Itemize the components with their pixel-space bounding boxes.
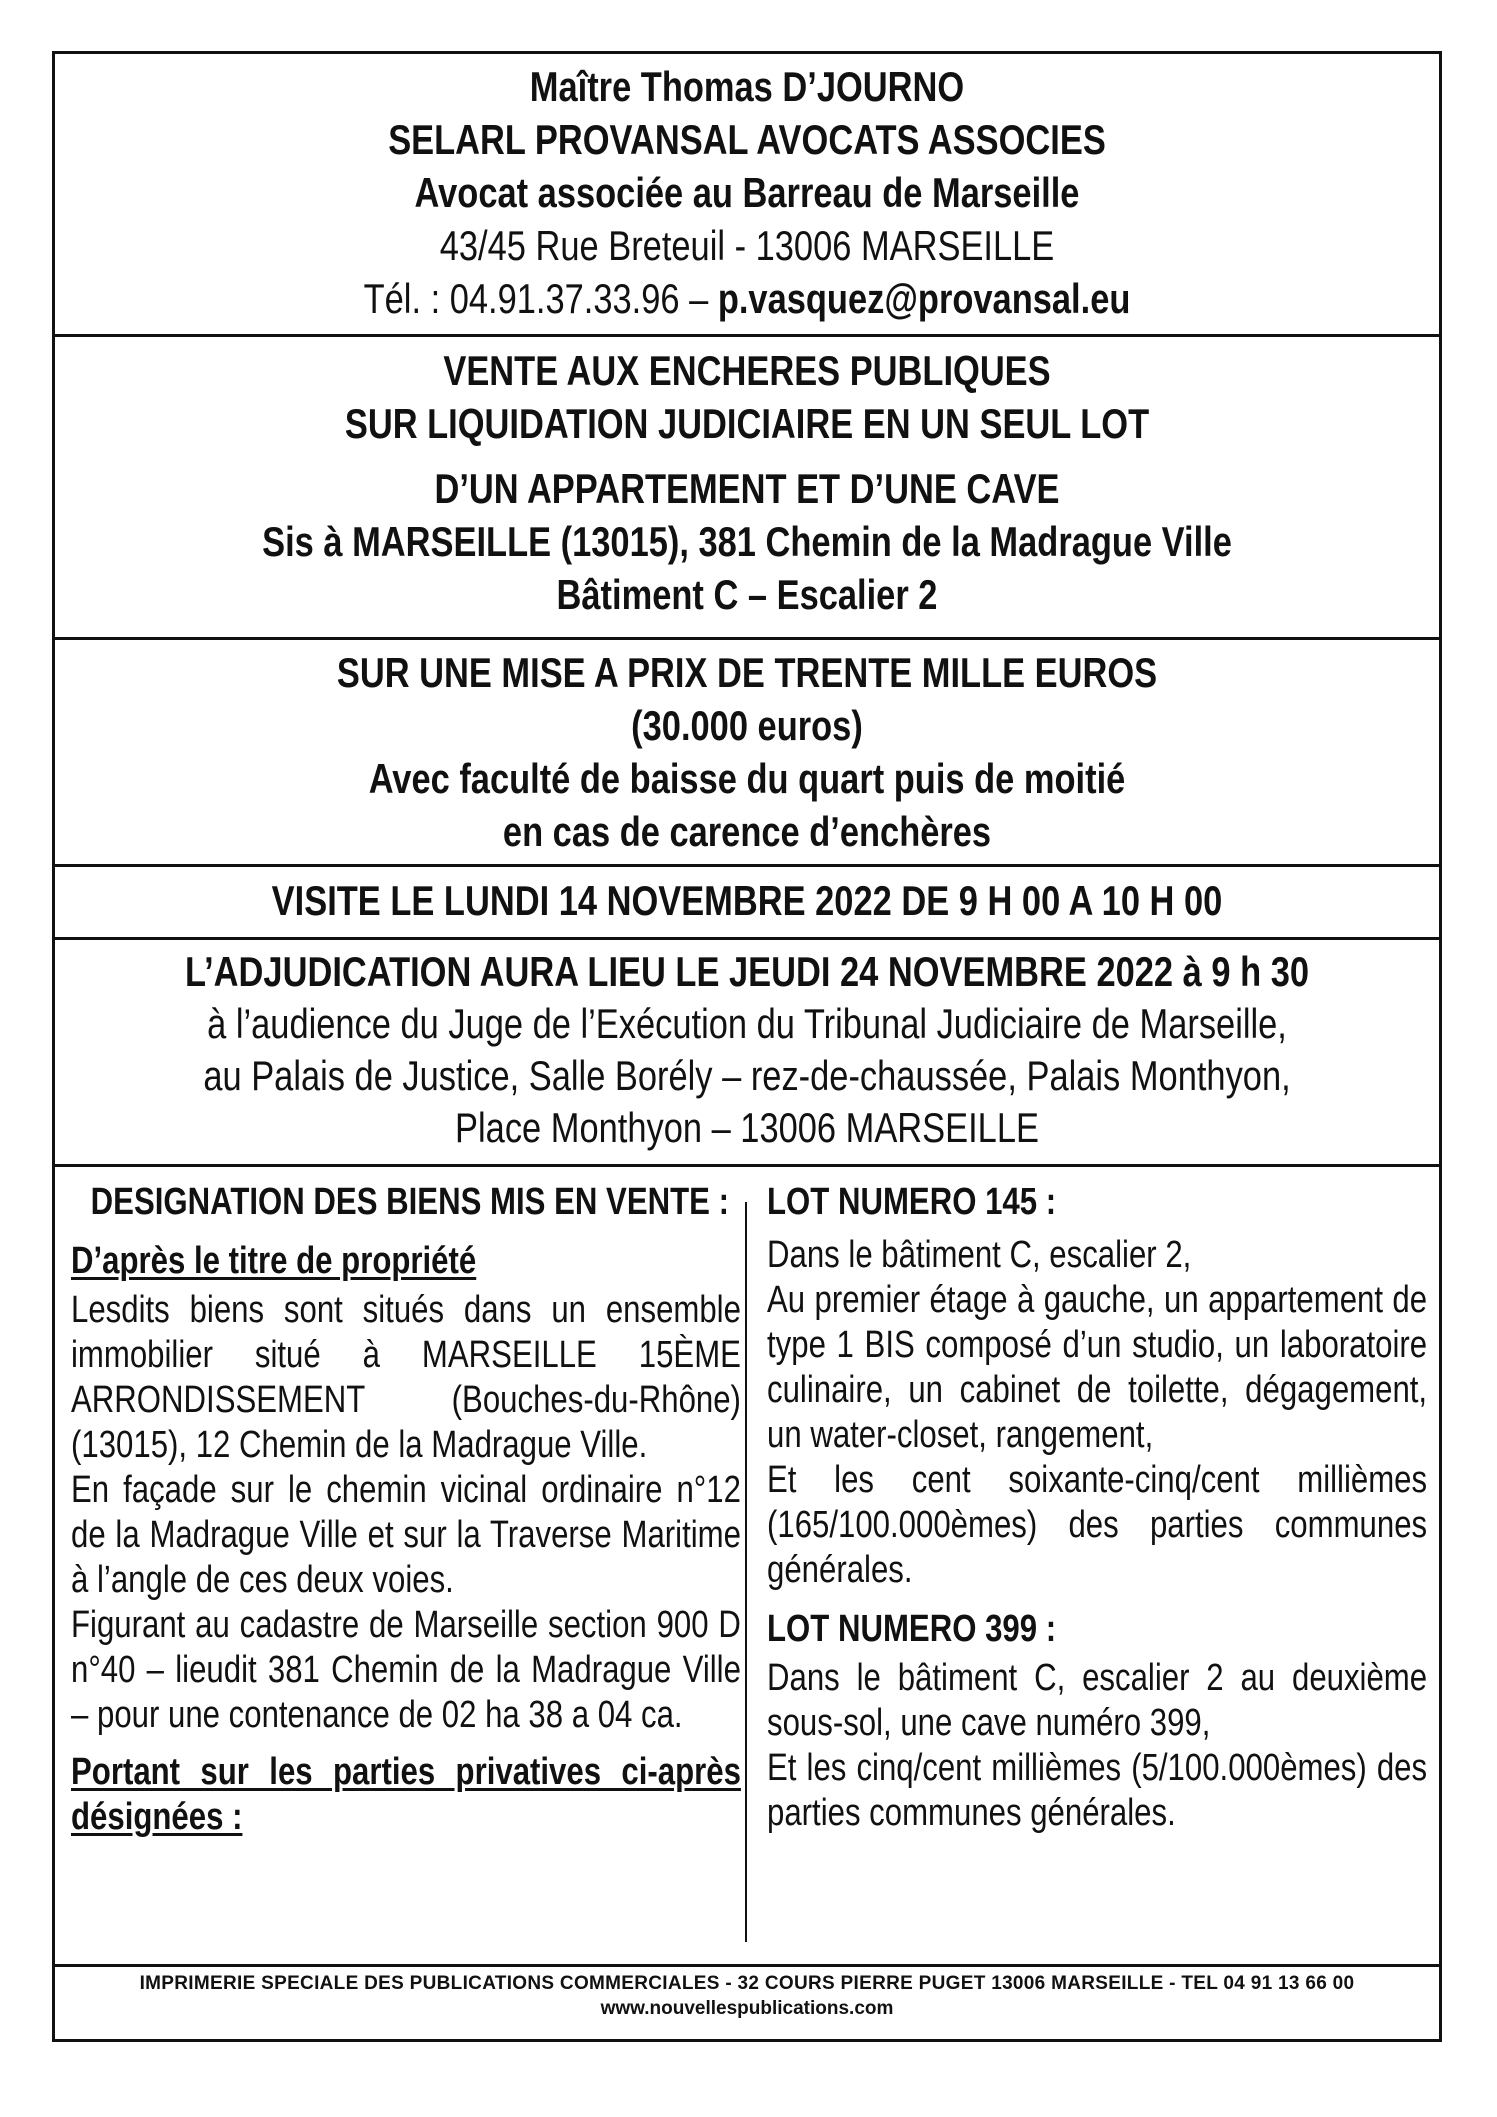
lot-399-heading: LOT NUMERO 399 : — [767, 1608, 1057, 1650]
contact-line — [180, 272, 1315, 325]
notice-frame — [52, 51, 1442, 2042]
paragraph: Figurant au cadastre de Marseille section 900 D n°40 – lieudit 381 Chemin de la Madrague Ville – pour une contenance de 02 ha 38 a 04 ca. — [71, 1604, 741, 1736]
divider — [55, 1164, 1439, 1167]
paragraph: Dans le bâtiment C, escalier 2 au deuxième sous-sol, une cave numéro 399, — [767, 1657, 1428, 1744]
designation-heading: DESIGNATION DES BIENS MIS EN VENTE : — [90, 1181, 729, 1223]
visit-line: VISITE LE LUNDI 14 NOVEMBRE 2022 DE 9 H 00 A 10 H 00 — [271, 877, 1223, 924]
building-staircase: Bâtiment C – Escalier 2 — [556, 571, 938, 618]
adjudication-line-3: au Palais de Justice, Salle Borély – rez-de-chaussée, Palais Monthyon, — [203, 1052, 1291, 1099]
phone: Tél. : 04.91.37.33.96 – — [363, 275, 718, 322]
firm-address: 43/45 Rue Breteuil - 13006 MARSEILLE — [439, 222, 1055, 269]
divider — [55, 937, 1439, 940]
divider — [55, 637, 1439, 640]
price-line-1: SUR UNE MISE A PRIX DE TRENTE MILLE EUROS — [336, 649, 1158, 696]
printer-info: IMPRIMERIE SPECIALE DES PUBLICATIONS COMMERCIALES - 32 COURS PIERRE PUGET 13006 MARSEILLE - TEL 04 91 13 66 00 — [139, 1973, 1355, 1994]
price-line-4: en cas de carence d’enchères — [502, 808, 992, 855]
divider — [55, 864, 1439, 867]
column-divider — [745, 1202, 747, 1942]
lawyer-header — [55, 60, 1439, 325]
property-address: Sis à MARSEILLE (13015), 381 Chemin de la Madrague Ville — [262, 518, 1232, 565]
divider — [55, 1964, 1439, 1967]
price-amount: (30.000 euros) — [631, 702, 863, 749]
adjudication-line-4: Place Monthyon – 13006 MARSEILLE — [455, 1104, 1039, 1151]
visit-info — [55, 874, 1439, 927]
sale-line-3: D’UN APPARTEMENT ET D’UNE CAVE — [434, 465, 1060, 512]
divider — [55, 334, 1439, 337]
paragraph: En façade sur le chemin vicinal ordinaire n°12 de la Madrague Ville et sur la Traverse Maritime à l’angle de ces deux voies. — [71, 1469, 741, 1601]
title-deed-subheading: D’après le titre de propriété — [71, 1240, 477, 1282]
lot-145-heading: LOT NUMERO 145 : — [767, 1181, 1057, 1223]
private-parts-heading: Portant sur les parties privatives ci-après désignées : — [71, 1751, 741, 1838]
printer-footer — [55, 1971, 1439, 2021]
price-line-3: Avec faculté de baisse du quart puis de moitié — [368, 755, 1126, 802]
email-link[interactable]: p.vasquez@provansal.eu — [717, 275, 1131, 322]
sale-description — [55, 344, 1439, 621]
paragraph: Lesdits biens sont situés dans un ensemble immobilier situé à MARSEILLE 15ÈME ARRONDISSEMENT (Bouches-du-Rhône) (13015), 12 Chemin de la Madrague Ville. — [71, 1289, 741, 1466]
paragraph: Dans le bâtiment C, escalier 2, — [767, 1234, 1192, 1276]
adjudication-date: L’ADJUDICATION AURA LIEU LE JEUDI 24 NOVEMBRE 2022 à 9 h 30 — [184, 948, 1310, 995]
adjudication-line-2: à l’audience du Juge de l’Exécution du Tribunal Judiciaire de Marseille, — [207, 1000, 1287, 1047]
adjudication-info — [55, 946, 1439, 1154]
firm-name: SELARL PROVANSAL AVOCATS ASSOCIES — [388, 116, 1106, 163]
website-link[interactable]: www.nouvellespublications.com — [600, 1998, 894, 2019]
lawyer-title: Avocat associée au Barreau de Marseille — [414, 169, 1080, 216]
paragraph: Et les cent soixante-cinq/cent millièmes (165/100.000èmes) des parties communes générales. — [767, 1459, 1428, 1591]
paragraph: Et les cinq/cent millièmes (5/100.000èmes) des parties communes générales. — [767, 1747, 1428, 1834]
right-column — [767, 1174, 1427, 1836]
paragraph: Au premier étage à gauche, un appartement de type 1 BIS composé d’un studio, un laboratoire culinaire, un cabinet de toilette, dégagement, un water-closet, rangement, — [767, 1279, 1428, 1456]
starting-price — [55, 646, 1439, 858]
property-designation — [55, 1174, 1439, 1947]
sale-line-1: VENTE AUX ENCHERES PUBLIQUES — [443, 347, 1051, 394]
lawyer-name: Maître Thomas D’JOURNO — [529, 63, 965, 110]
left-column — [71, 1174, 741, 1840]
sale-line-2: SUR LIQUIDATION JUDICIAIRE EN UN SEUL LOT — [344, 400, 1150, 447]
